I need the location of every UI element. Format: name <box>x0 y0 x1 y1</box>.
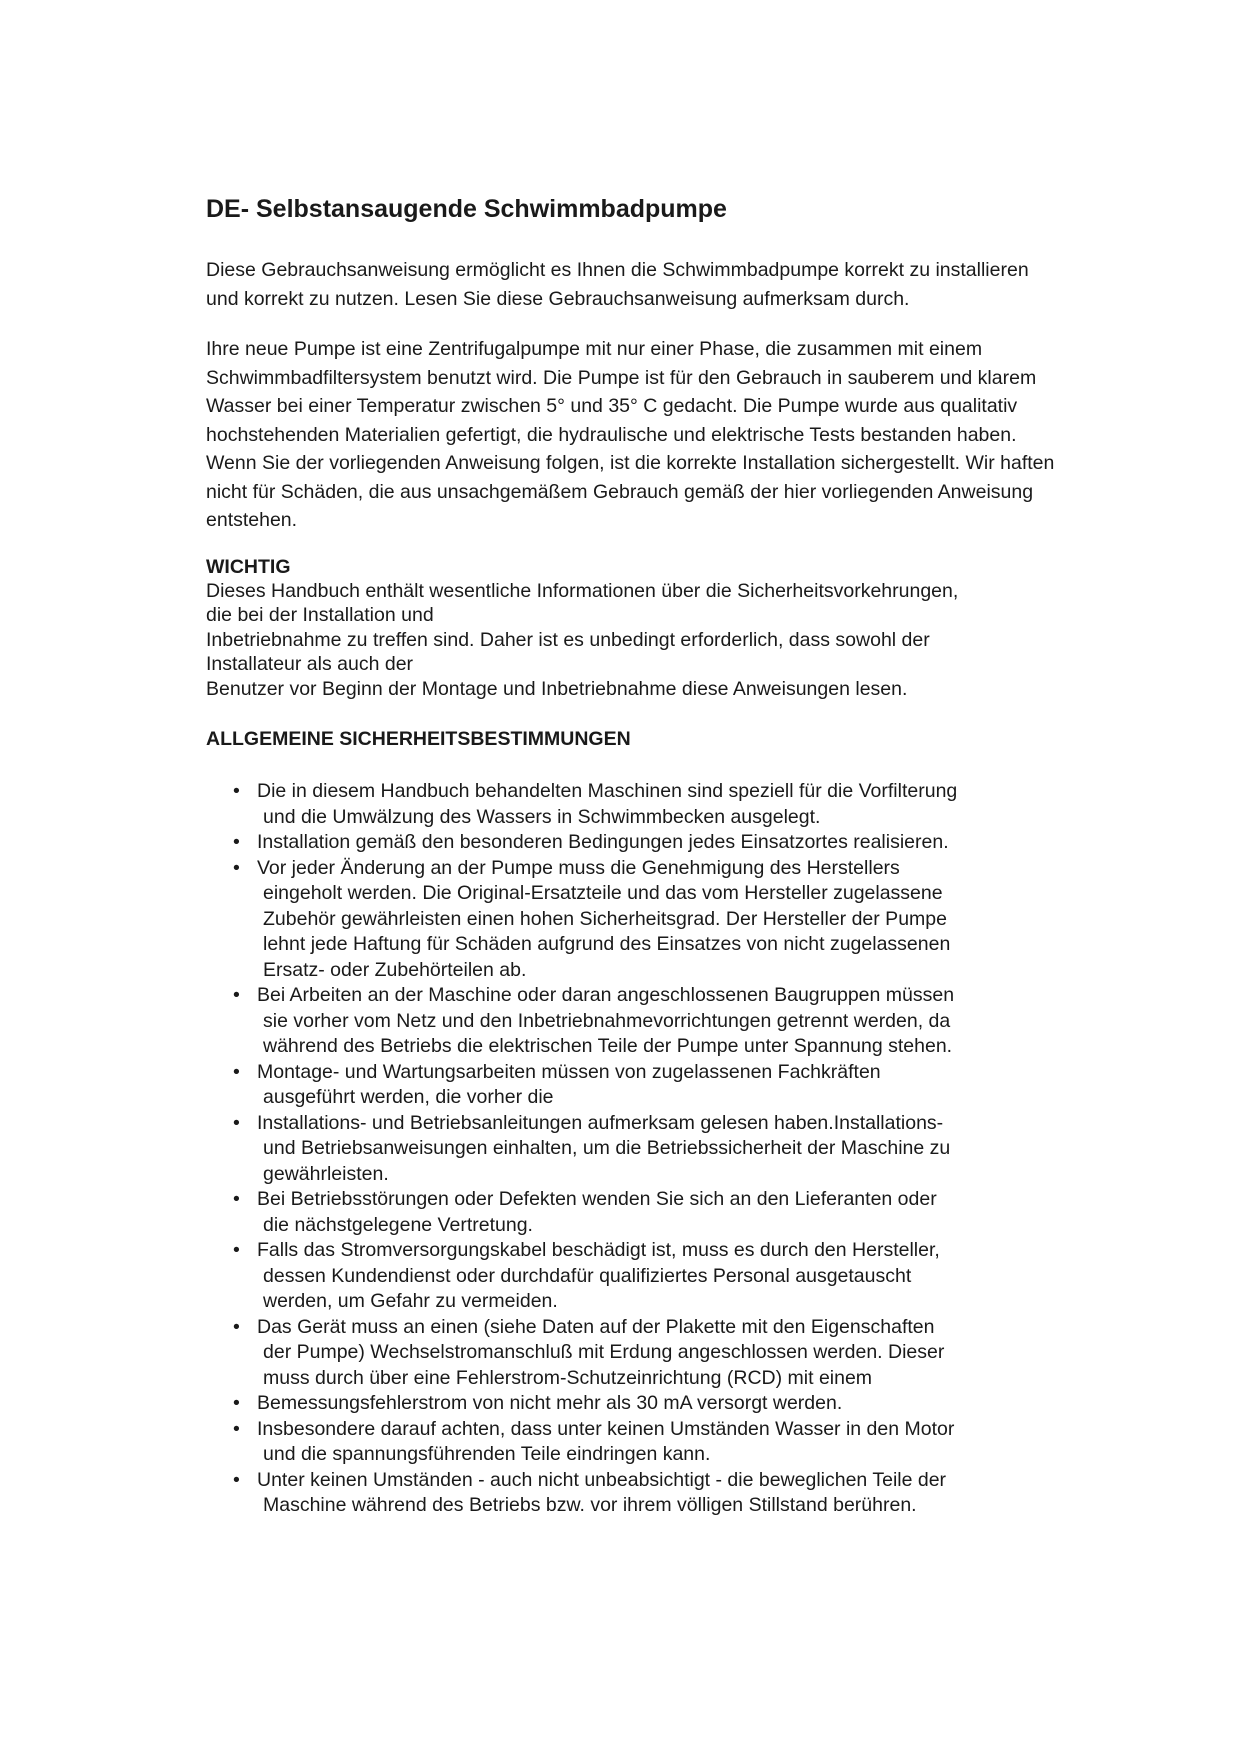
description-paragraph: Ihre neue Pumpe ist eine Zentrifugalpumpe mit nur einer Phase, die zusammen mit einem Schwimmbadfiltersystem benutzt wird. Die Pumpe ist für den Gebrauch in sauberem und klarem Wasser bei einer Temperatur zwischen 5° und 35° C gedacht. Die Pumpe wurde aus qualitativ hochstehenden Materialien gefertigt, die hydraulische und elektrische Tests bestanden haben. Wenn Sie der vorliegenden Anweisung folgen, ist die korrekte Installation sichergestellt. Wir haften nicht für Schäden, die aus unsachgemäßem Gebrauch gemäß der hier vorliegenden Anweisung entstehen. <box>206 338 1055 531</box>
safety-item-line: Maschine während des Betriebs bzw. vor ihrem völligen Stillstand berühren. <box>263 1494 917 1516</box>
safety-item-line: eingeholt werden. Die Original-Ersatzteile und das vom Hersteller zugelassene <box>263 882 943 904</box>
safety-list-item <box>233 856 1066 984</box>
safety-item-line: während des Betriebs die elektrischen Teile der Pumpe unter Spannung stehen. <box>263 1035 953 1057</box>
safety-item-line: sie vorher vom Netz und den Inbetriebnahmevorrichtungen getrennt werden, da <box>263 1009 951 1032</box>
safety-item-line: Zubehör gewährleisten einen hohen Sicherheitsgrad. Der Hersteller der Pumpe <box>263 907 947 930</box>
safety-list-item <box>233 779 1066 830</box>
safety-item-line: lehnt jede Haftung für Schäden aufgrund des Einsatzes von nicht zugelassenen <box>263 933 951 955</box>
safety-item-line: werden, um Gefahr zu vermeiden. <box>263 1290 558 1312</box>
bullet-icon: • <box>233 1417 240 1440</box>
safety-item-line: der Pumpe) Wechselstromanschluß mit Erdung angeschlossen werden. Dieser <box>263 1341 945 1363</box>
important-line: Benutzer vor Beginn der Montage und Inbetriebnahme diese Anweisungen lesen. <box>206 677 908 700</box>
safety-item-line: Bemessungsfehlerstrom von nicht mehr als 30 mA versorgt werden. <box>257 1392 843 1414</box>
safety-item-line: Unter keinen Umständen - auch nicht unbeabsichtigt - die beweglichen Teile der <box>257 1468 947 1491</box>
safety-section <box>206 727 1066 1519</box>
intro-paragraph: Diese Gebrauchsanweisung ermöglicht es Ihnen die Schwimmbadpumpe korrekt zu installieren und korrekt zu nutzen. Lesen Sie diese Gebrauchsanweisung aufmerksam durch. <box>206 259 1029 310</box>
safety-item-text <box>257 1391 1066 1417</box>
safety-list-item <box>233 1417 1066 1468</box>
important-section <box>206 555 1066 702</box>
bullet-icon: • <box>233 1239 240 1261</box>
safety-item-line: Insbesondere darauf achten, dass unter keinen Umständen Wasser in den Motor <box>257 1417 955 1440</box>
safety-item-line: Vor jeder Änderung an der Pumpe muss die Genehmigung des Herstellers <box>257 856 900 879</box>
important-heading: WICHTIG <box>206 555 291 578</box>
document-title: DE- Selbstansaugende Schwimmbadpumpe <box>206 195 727 223</box>
bullet-icon: • <box>233 1111 240 1134</box>
safety-list-item <box>233 1391 1066 1417</box>
safety-item-line: Ersatz- oder Zubehörteilen ab. <box>263 958 527 981</box>
safety-list-item <box>233 1060 1066 1111</box>
safety-item-line: muss durch über eine Fehlerstrom-Schutzeinrichtung (RCD) mit einem <box>263 1366 873 1389</box>
bullet-icon: • <box>233 856 240 879</box>
safety-list-item <box>233 1468 1066 1519</box>
safety-list-item <box>233 1111 1066 1188</box>
safety-item-text <box>257 1060 1066 1111</box>
safety-list-item <box>233 983 1066 1060</box>
safety-item-line: Falls das Stromversorgungskabel beschädigt ist, muss es durch den Hersteller, <box>257 1239 940 1261</box>
bullet-icon: • <box>233 1392 240 1414</box>
safety-item-line: Installations- und Betriebsanleitungen aufmerksam gelesen haben.Installations- <box>257 1111 944 1134</box>
bullet-icon: • <box>233 1468 240 1491</box>
safety-item-text <box>257 856 1066 984</box>
bullet-icon: • <box>233 1060 240 1083</box>
safety-item-text <box>257 1468 1066 1519</box>
safety-item-text <box>257 983 1066 1060</box>
safety-item-text <box>257 830 1066 856</box>
bullet-icon: • <box>233 1188 240 1210</box>
safety-item-line: dessen Kundendienst oder durchdafür qualifiziertes Personal ausgetauscht <box>263 1264 912 1287</box>
safety-item-text <box>257 779 1066 830</box>
bullet-icon: • <box>233 780 240 802</box>
bullet-icon: • <box>233 831 240 853</box>
safety-list-item <box>233 1187 1066 1238</box>
safety-item-line: Das Gerät muss an einen (siehe Daten auf der Plakette mit den Eigenschaften <box>257 1315 935 1338</box>
safety-item-line: Installation gemäß den besonderen Bedingungen jedes Einsatzortes realisieren. <box>257 831 949 853</box>
safety-item-line: Die in diesem Handbuch behandelten Maschinen sind speziell für die Vorfilterung <box>257 780 958 802</box>
bullet-icon: • <box>233 1315 240 1338</box>
safety-list-item <box>233 830 1066 856</box>
safety-item-line: und die spannungsführenden Teile eindringen kann. <box>263 1443 711 1465</box>
document-content <box>206 192 1066 1519</box>
safety-item-text <box>257 1417 1066 1468</box>
safety-list <box>206 779 1066 1519</box>
safety-list-item <box>233 1238 1066 1315</box>
safety-item-text <box>257 1315 1066 1392</box>
important-line: Dieses Handbuch enthält wesentliche Informationen über die Sicherheitsvorkehrungen, <box>206 579 959 602</box>
safety-item-line: gewährleisten. <box>263 1162 389 1185</box>
important-line: die bei der Installation und <box>206 604 434 626</box>
safety-item-line: und Betriebsanweisungen einhalten, um die Betriebssicherheit der Maschine zu <box>263 1137 951 1159</box>
safety-item-text <box>257 1238 1066 1315</box>
safety-item-line: und die Umwälzung des Wassers in Schwimmbecken ausgelegt. <box>263 805 821 828</box>
safety-item-line: Bei Arbeiten an der Maschine oder daran angeschlossenen Baugruppen müssen <box>257 984 955 1006</box>
important-line: Inbetriebnahme zu treffen sind. Daher ist es unbedingt erforderlich, dass sowohl der <box>206 628 930 651</box>
safety-list-item <box>233 1315 1066 1392</box>
safety-item-line: die nächstgelegene Vertretung. <box>263 1213 533 1236</box>
safety-item-line: ausgeführt werden, die vorher die <box>263 1086 554 1108</box>
safety-item-line: Montage- und Wartungsarbeiten müssen von zugelassenen Fachkräften <box>257 1060 881 1083</box>
important-line: Installateur als auch der <box>206 653 414 675</box>
safety-heading: ALLGEMEINE SICHERHEITSBESTIMMUNGEN <box>206 728 631 750</box>
safety-item-text <box>257 1111 1066 1188</box>
bullet-icon: • <box>233 984 240 1006</box>
important-text <box>206 579 1066 702</box>
safety-item-line: Bei Betriebsstörungen oder Defekten wenden Sie sich an den Lieferanten oder <box>257 1188 937 1210</box>
safety-item-text <box>257 1187 1066 1238</box>
